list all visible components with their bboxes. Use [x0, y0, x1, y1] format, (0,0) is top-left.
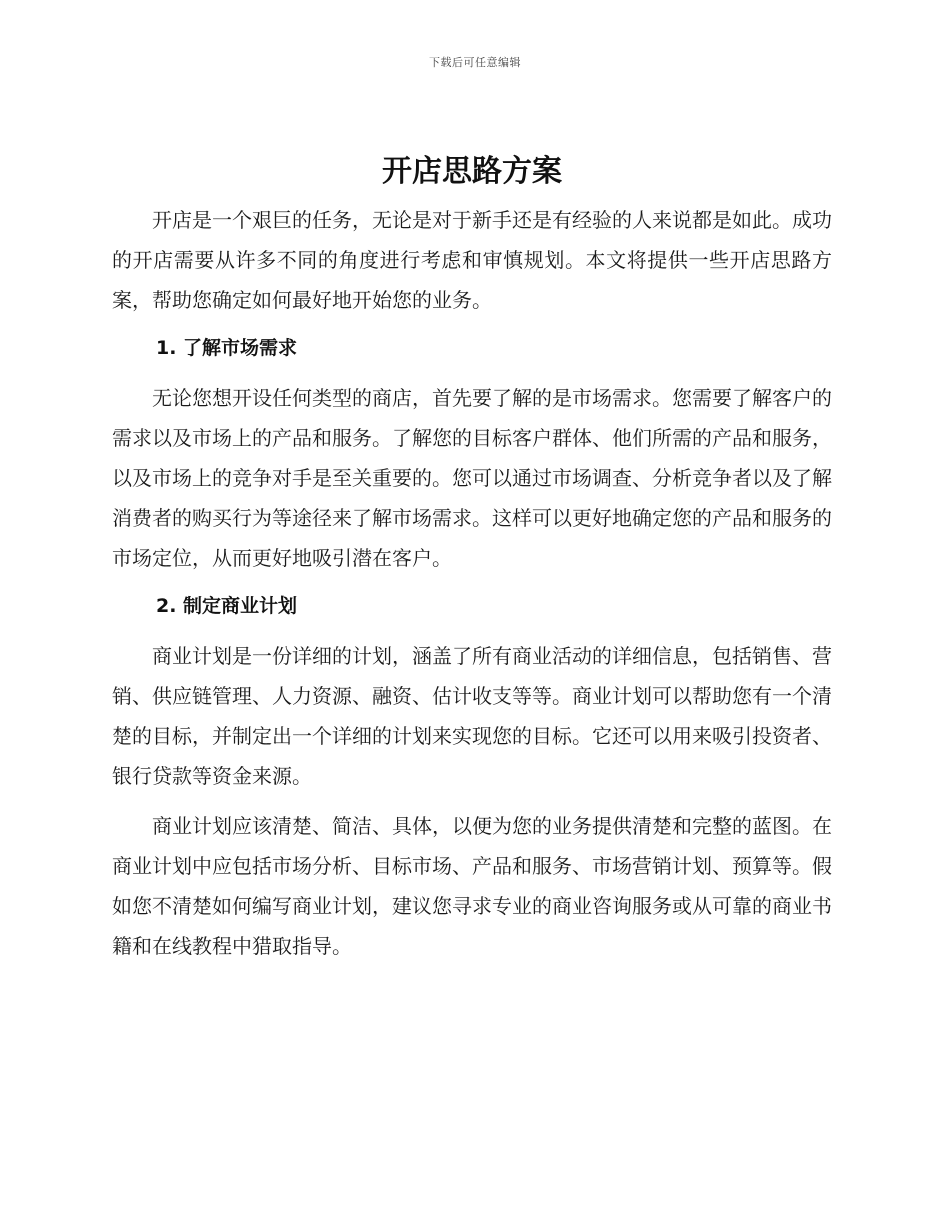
section-paragraph: 无论您想开设任何类型的商店，首先要了解的是市场需求。您需要了解客户的需求以及市场上的产品和服务。了解您的目标客户群体、他们所需的产品和服务，以及市场上的竞争对手是至关重要的。您可以通过市场调查、分析竞争者以及了解消费者的购买行为等途径来了解市场需求。这样可以更好地确定您的产品和服务的市场定位，从而更好地吸引潜在客户。: [112, 386, 832, 570]
section-heading-business-plan: 2. 制定商业计划: [156, 595, 298, 617]
document-body: [112, 150, 832, 976]
section-paragraph: 商业计划是一份详细的计划，涵盖了所有商业活动的详细信息，包括销售、营销、供应链管理、人力资源、融资、估计收支等等。商业计划可以帮助您有一个清楚的目标，并制定出一个详细的计划来实现您的目标。它还可以用来吸引投资者、银行贷款等资金来源。: [112, 644, 832, 788]
section-heading-market-demand: 1. 了解市场需求: [156, 337, 298, 359]
intro-paragraph: 开店是一个艰巨的任务，无论是对于新手还是有经验的人来说都是如此。成功的开店需要从许多不同的角度进行考虑和审慎规划。本文将提供一些开店思路方案，帮助您确定如何最好地开始您的业务。: [112, 208, 832, 312]
section-paragraph: 商业计划应该清楚、简洁、具体，以便为您的业务提供清楚和完整的蓝图。在商业计划中应包括市场分析、目标市场、产品和服务、市场营销计划、预算等。假如您不清楚如何编写商业计划，建议您寻求专业的商业咨询服务或从可靠的商业书籍和在线教程中猎取指导。: [112, 814, 832, 958]
header-note: 下载后可任意编辑: [429, 56, 521, 69]
document-title: 开店思路方案: [382, 154, 562, 189]
